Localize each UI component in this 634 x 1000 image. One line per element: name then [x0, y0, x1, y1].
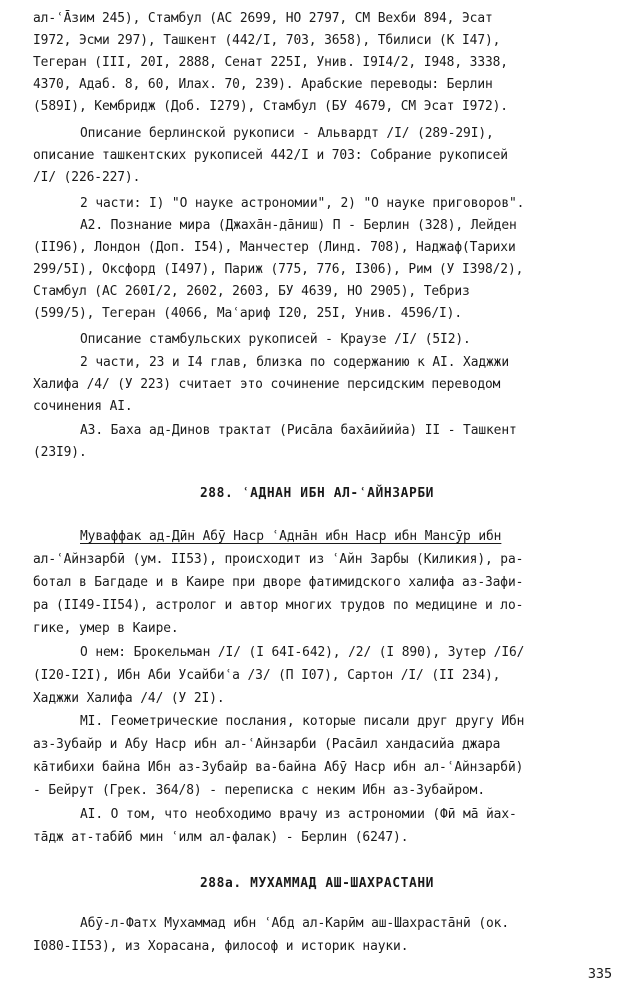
text-line: АI. О том, что необходимо врачу из астрономии (Фӣ мā йах-	[80, 807, 517, 822]
text-line: Абӯ-л-Фатх Мухаммад ибн ʿАбд ал-Карӣм аш-Шахрастāнӣ (ок.	[80, 916, 510, 931]
text-line: 2 части: I) "О науке астрономии", 2) "О науке приговоров".	[80, 196, 525, 211]
text-line: ботал в Багдаде и в Каире при дворе фатимидского халифа аз-Зафи-	[33, 575, 524, 590]
text-line: (23I9).	[33, 445, 87, 460]
text-line: (599/5), Тегеран (4066, Маʿариф I20, 25I, Унив. 4596/I).	[33, 306, 463, 321]
page-number: 335	[587, 966, 612, 982]
text-line: I972, Эсми 297), Ташкент (442/I, 703, 3658), Тбилиси (К I47),	[33, 33, 501, 48]
text-line: (589I), Кембридж (Доб. I279), Стамбул (БУ 4679, СМ Эсат I972).	[33, 99, 508, 114]
text-line: тāдж ат-табӣб мин ʿилм ал-фалак) - Берлин (6247).	[33, 830, 409, 845]
text-line: (II96), Лондон (Доп. I54), Манчестер (Линд. 708), Наджаф(Тарихи	[33, 240, 516, 255]
text-line: Хаджжи Халифа /4/ (У 2I).	[33, 691, 225, 706]
text-line: А2. Познание мира (Джахāн-дāниш) П - Берлин (328), Лейден	[80, 218, 517, 233]
text-line: ал-ʿĀзим 245), Стамбул (АС 2699, НО 2797, СМ Вехби 894, Эсат	[33, 11, 493, 26]
text-line: I080-II53), из Хорасана, философ и историк науки.	[33, 939, 409, 954]
text-line: ра (II49-II54), астролог и автор многих трудов по медицине и ло-	[33, 598, 524, 613]
section-heading: 288. ʿАДНАН ИБН АЛ-ʿАЙНЗАРБИ	[199, 486, 435, 501]
text-line: сочинения АI.	[33, 399, 133, 414]
text-line: МI. Геометрические послания, которые писали друг другу Ибн	[80, 714, 525, 729]
text-line: - Бейрут (Грек. 364/8) - переписка с неким Ибн аз-Зубайром.	[33, 783, 485, 798]
text-line: /I/ (226-227).	[33, 170, 141, 185]
text-line: О нем: Брокельман /I/ (I 64I-642), /2/ (I 890), Зутер /I6/	[80, 645, 525, 660]
text-line: ал-ʿАйнзарбӣ (ум. II53), происходит из ʿАйн Зарбы (Киликия), ра-	[33, 552, 524, 567]
text-line: (I20-I2I), Ибн Аби Усайбиʿа /3/ (П I07), Сартон /I/ (II 234),	[33, 668, 501, 683]
text-line: Тегеран (III, 20I, 2888, Сенат 225I, Унив. I9I4/2, I948, 3338,	[33, 55, 508, 70]
section-heading: 288а. МУХАММАД АШ-ШАХРАСТАНИ	[199, 876, 435, 891]
text-line: Муваффак ад-Дӣн Абӯ Наср ʿАднāн ибн Наср ибн Мансӯр ибн	[80, 529, 502, 544]
text-line: Описание берлинской рукописи - Альвардт /I/ (289-29I),	[80, 126, 494, 141]
text-line: гике, умер в Каире.	[33, 621, 179, 636]
text-line: 2 части, 23 и I4 глав, близка по содержанию к АI. Хаджжи	[80, 355, 510, 370]
text-line: описание ташкентских рукописей 442/I и 703: Собрание рукописей	[33, 148, 508, 163]
text-line: аз-Зубайр и Абу Наср ибн ал-ʿАйнзарби (Расāил хандасийа джара	[33, 737, 501, 752]
text-line: Стамбул (АС 260I/2, 2602, 2603, БУ 4639, НО 2905), Тебриз	[33, 284, 470, 299]
text-line: 299/5I), Оксфорд (I497), Париж (775, 776, I306), Рим (У I398/2),	[33, 262, 524, 277]
text-line: Халифа /4/ (У 223) считает это сочинение персидским переводом	[33, 377, 501, 392]
text-line: 4370, Адаб. 8, 60, Илах. 70, 239). Арабские переводы: Берлин	[33, 77, 493, 92]
text-line: кāтибихи байна Ибн аз-Зубайр ва-байна Абӯ Наср ибн ал-ʿАйнзарбӣ)	[33, 760, 524, 775]
text-line: Описание стамбульских рукописей - Краузе /I/ (5I2).	[80, 332, 471, 347]
text-line: А3. Баха ад-Динов трактат (Рисāла бахāийийа) II - Ташкент	[80, 423, 517, 438]
